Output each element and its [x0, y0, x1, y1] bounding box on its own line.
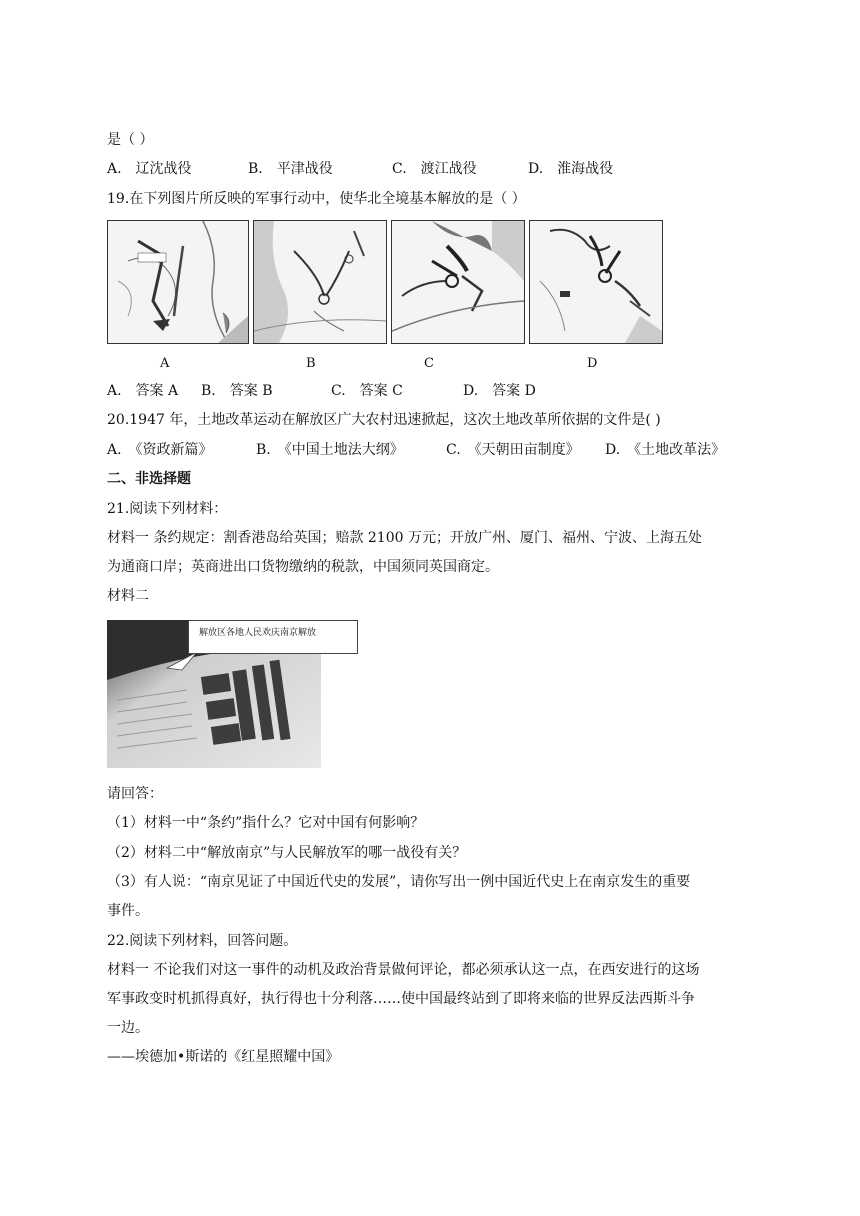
q21-sub1: （1）材料一中“条约”指什么？它对中国有何影响？: [107, 815, 425, 831]
q19-option-b: B. 答案 B: [201, 383, 273, 399]
map-c: [391, 220, 525, 344]
q21-stem: 21.阅读下列材料：: [107, 501, 228, 517]
q20-option-b: B. 《中国土地法大纲》: [256, 442, 404, 458]
q21-sub2: （2）材料二中“解放南京”与人民解放军的哪一战役有关？: [107, 845, 467, 861]
map-c-image: [392, 221, 524, 343]
q21-answer-prompt: 请回答：: [107, 786, 163, 802]
q21-material1-line1: 材料一 条约规定：割香港岛给英国；赔款 2100 万元；开放广州、厦门、福州、宁波、上海五处: [107, 530, 702, 546]
q18-option-c: C. 渡江战役: [392, 161, 477, 177]
map-a-image: [108, 221, 248, 343]
q22-material1-line1: 材料一 不论我们对这一事件的动机及政治背景做何评论，都必须承认这一点，在西安进行的这场: [107, 962, 700, 978]
map-b: [253, 220, 387, 344]
q22-source: ——埃德加•斯诺的《红星照耀中国》: [107, 1049, 340, 1065]
q18-option-b: B. 平津战役: [248, 161, 333, 177]
section-title: 二、非选择题: [107, 471, 191, 487]
q21-material1-line2: 为通商口岸；英商进出口货物缴纳的税款，中国须同英国商定。: [107, 559, 499, 575]
q19-option-a: A. 答案 A: [107, 383, 179, 399]
q18-option-d: D. 淮海战役: [528, 161, 614, 177]
q20-stem: 20.1947 年，土地改革运动在解放区广大农村迅速掀起，这次土地改革所依据的文件是( ): [107, 412, 661, 428]
map-a: [107, 220, 249, 344]
q20-option-c: C. 《天朝田亩制度》: [446, 442, 580, 458]
q19-option-d: D. 答案 D: [463, 383, 536, 399]
q20-option-d: D. 《土地改革法》: [605, 442, 726, 458]
q21-sub3-line1: （3）有人说：“南京见证了中国近代史的发展”，请你写出一例中国近代史上在南京发生的重要: [107, 874, 691, 890]
map-label-d: D: [587, 356, 598, 371]
map-label-c: C: [424, 356, 434, 371]
photo-caption: 解放区各地人民欢庆南京解放: [188, 620, 358, 654]
q21-material2-label: 材料二: [107, 588, 149, 604]
map-d: [529, 220, 663, 344]
map-label-b: B: [306, 356, 316, 371]
q19-option-c: C. 答案 C: [331, 383, 403, 399]
map-b-image: [254, 221, 386, 343]
q20-option-a: A. 《资政新篇》: [107, 442, 213, 458]
q18-stem-tail: 是（ ）: [107, 132, 154, 148]
map-d-image: [530, 221, 662, 343]
q19-stem: 19.在下列图片所反映的军事行动中，使华北全境基本解放的是（ ）: [107, 191, 526, 207]
q18-option-a: A. 辽沈战役: [107, 161, 192, 177]
map-label-a: A: [160, 356, 170, 371]
q22-material1-line2: 军事政变时机抓得真好，执行得也十分利落……使中国最终站到了即将来临的世界反法西斯斗争: [107, 991, 695, 1007]
q22-stem: 22.阅读下列材料，回答问题。: [107, 933, 298, 949]
q22-material1-line3: 一边。: [107, 1020, 149, 1036]
q21-sub3-line2: 事件。: [107, 903, 149, 919]
